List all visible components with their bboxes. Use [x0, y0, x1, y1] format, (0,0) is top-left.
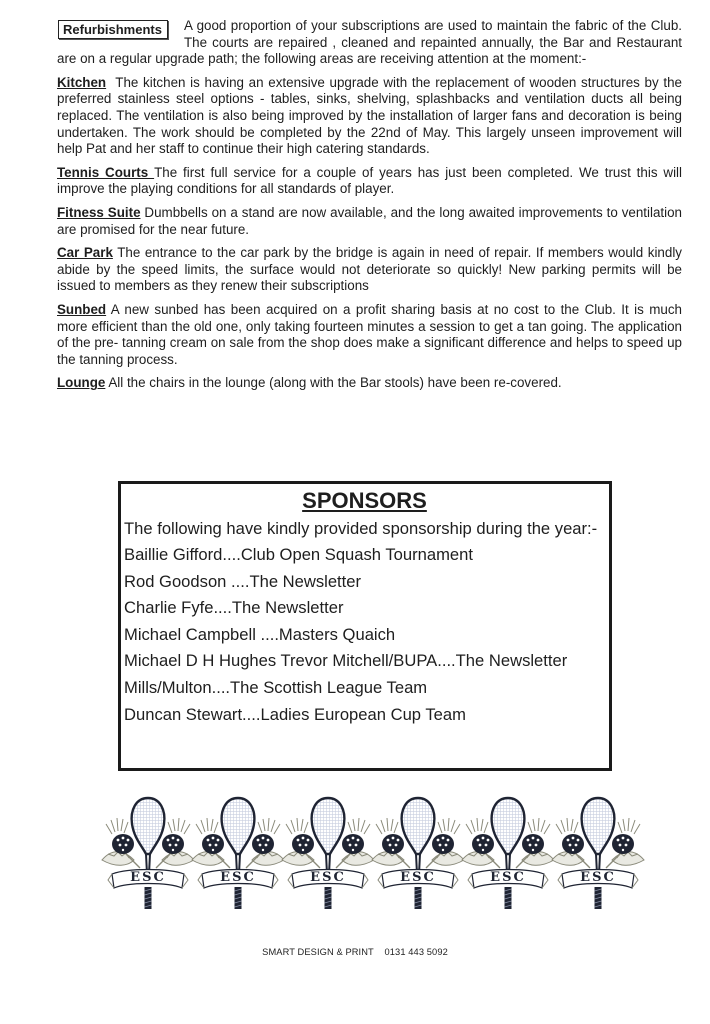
section-sunbed [57, 301, 686, 368]
sponsors-title: SPONSORS [302, 488, 427, 513]
emblem-label: ESC [220, 870, 256, 885]
club-emblem-icon [98, 790, 198, 915]
club-emblem-icon [548, 790, 648, 915]
club-emblem-icon [188, 790, 288, 915]
sponsor-item: Rod Goodson ....The Newsletter [124, 571, 362, 591]
section-heading: Sunbed [57, 301, 107, 317]
printer-credit [0, 947, 710, 957]
refurbishments-intro [57, 18, 682, 68]
club-emblem-icon [278, 790, 378, 915]
section-heading: Kitchen [57, 74, 107, 90]
club-emblem-icon [368, 790, 468, 915]
section-fitness-suite [57, 204, 686, 238]
sponsor-item: Mills/Multon....The Scottish League Team [124, 677, 428, 697]
sponsors-intro: The following have kindly provided sponsorship during the year:- [124, 519, 598, 538]
emblem-label: ESC [490, 870, 526, 885]
refurbishments-tag: Refurbishments [58, 20, 168, 39]
section-heading: Car Park [57, 245, 113, 261]
section-heading: Tennis Courts [57, 164, 155, 180]
section-text: The kitchen is having an extensive upgrade with the replacement of wooden structures by the preferred stainless steel options - tables, sinks, shelving, splashbacks and ventilation ducts all being replaced. The ventilation is also being improved by the installation of larger fans and decoration is being undertaken. The work should be completed by the 22nd of May. This largely unseen improvement will help Pat and her staff to continue their high catering standards. [57, 74, 686, 157]
section-text: The entrance to the car park by the bridge is again in need of repair. If members would kindly abide by the speed limits, the surface would not deteriorate so quickly! New parking permits will be issued to members as they renew their subscriptions [57, 245, 686, 294]
printer-name: SMART DESIGN & PRINT [262, 947, 374, 957]
sponsor-item: Michael Campbell ....Masters Quaich [124, 624, 396, 644]
section-car-park [57, 245, 686, 295]
intro-text: A good proportion of your subscriptions are used to maintain the fabric of the Club. The courts are repaired , cleaned and repainted annually, the Bar and Restaurant are on a regular upgrade path; the following areas are receiving attention at the moment:- [57, 18, 682, 67]
sponsor-item: Duncan Stewart....Ladies European Cup Team [124, 704, 466, 724]
section-heading: Fitness Suite [57, 204, 141, 220]
section-lounge [57, 375, 682, 392]
sponsor-item: Michael D H Hughes Trevor Mitchell/BUPA....The Newsletter [124, 651, 568, 671]
section-text: A new sunbed has been acquired on a profit sharing basis at no cost to the Club. It is much more efficient than the old one, only taking fourteen minutes a session to get a tan going. The application of the pre- tanning cream on sale from the shop does make a significant difference and helps to speed up the tanning process. [57, 301, 686, 367]
sponsor-item: Baillie Gifford....Club Open Squash Tournament [124, 545, 473, 564]
section-text: All the chairs in the lounge (along with the Bar stools) have been re-covered. [105, 375, 562, 391]
club-emblem-icon [458, 790, 558, 915]
section-tennis-courts [57, 165, 682, 198]
emblem-label: ESC [310, 870, 346, 885]
sponsors-box [118, 481, 612, 771]
sponsor-item: Charlie Fyfe....The Newsletter [124, 598, 344, 618]
sponsors-list [124, 544, 605, 725]
emblem-label: ESC [130, 870, 166, 885]
section-text: The first full service for a couple of years has just been completed. We trust this will improve the playing conditions for all standards of player. [57, 164, 683, 197]
section-text: Dumbbells on a stand are now available, and the long awaited improvements to ventilation are promised for the near future. [57, 204, 686, 237]
emblem-label: ESC [400, 870, 436, 885]
emblem-label: ESC [580, 870, 616, 885]
section-heading: Lounge [57, 375, 106, 391]
refurbishments-article [57, 18, 686, 399]
printer-phone: 0131 443 5092 [384, 947, 448, 957]
section-kitchen [57, 74, 686, 158]
club-emblem-row [85, 790, 685, 920]
